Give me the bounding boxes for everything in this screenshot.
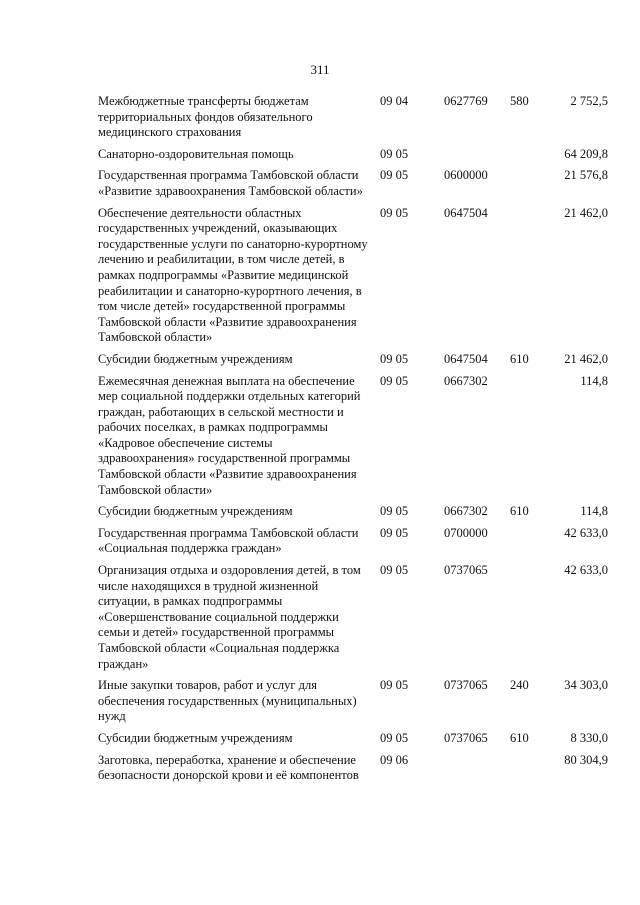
row-type-cell [506, 147, 548, 169]
page-number: 311 [310, 62, 330, 77]
row-section-cell: 09 05 [380, 146, 409, 161]
row-section-cell: 09 05 [380, 168, 409, 183]
table-row [98, 374, 608, 505]
row-amount-cell: 2 752,5 [570, 94, 608, 108]
table-row [98, 352, 608, 374]
row-name-cell: Субсидии бюджетным учреждениям [98, 504, 293, 519]
row-name-cell: Государственная программа Тамбовской области «Развитие здравоохранения Тамбовской области» [98, 168, 363, 198]
table-row [98, 147, 608, 169]
row-type-cell [506, 563, 548, 678]
row-section-cell: 09 05 [380, 525, 409, 540]
row-section-cell: 09 04 [380, 94, 409, 108]
row-amount-cell: 80 304,9 [564, 752, 608, 767]
row-name-cell: Иные закупки товаров, работ и услуг для обеспечения государственных (муниципальных) нужд [98, 678, 357, 724]
row-amount-cell: 114,8 [580, 373, 608, 388]
row-code-cell: 0737065 [444, 730, 488, 745]
row-section-cell: 09 05 [380, 563, 409, 578]
row-amount-cell: 21 462,0 [564, 351, 608, 366]
table-row [98, 526, 608, 563]
row-type-cell: 610 [510, 351, 529, 366]
row-type-cell: 240 [510, 678, 529, 693]
table-row [98, 678, 608, 731]
row-code-cell: 0667302 [444, 373, 488, 388]
row-amount-cell: 8 330,0 [570, 730, 608, 745]
row-code-cell: 0737065 [444, 678, 488, 693]
row-amount-cell: 42 633,0 [564, 563, 608, 578]
table-row [98, 94, 608, 147]
row-section-cell: 09 05 [380, 373, 409, 388]
row-code-cell [442, 147, 506, 169]
row-amount-cell: 42 633,0 [564, 525, 608, 540]
row-name-cell: Субсидии бюджетным учреждениям [98, 730, 293, 745]
row-type-cell [506, 753, 548, 790]
table-row [98, 168, 608, 205]
row-type-cell: 610 [510, 504, 529, 519]
table-row [98, 504, 608, 526]
row-section-cell: 09 06 [380, 752, 409, 767]
row-name-cell: Субсидии бюджетным учреждениям [98, 351, 293, 366]
row-code-cell: 0647504 [444, 351, 488, 366]
row-type-cell [506, 374, 548, 505]
row-section-cell: 09 05 [380, 678, 409, 693]
row-amount-cell: 21 576,8 [564, 168, 608, 183]
row-code-cell: 0647504 [444, 205, 488, 220]
row-code-cell: 0627769 [444, 94, 488, 108]
row-type-cell [506, 206, 548, 352]
row-section-cell: 09 05 [380, 730, 409, 745]
row-type-cell [506, 526, 548, 563]
budget-table [98, 94, 608, 790]
row-amount-cell: 21 462,0 [564, 205, 608, 220]
row-name-cell: Государственная программа Тамбовской области «Социальная поддержка граждан» [98, 525, 359, 556]
row-type-cell [506, 168, 548, 205]
table-row [98, 563, 608, 678]
row-name-cell: Ежемесячная денежная выплата на обеспечение мер социальной поддержки отдельных категорий граждан, работающих в сельской местности и рабочих поселках, в рамках подпрограммы «Кадровое обеспечение системы здравоохранения» государственной программы Тамбовской области «Развитие здравоохранения Тамбовской области» [98, 373, 361, 497]
row-code-cell: 0700000 [444, 525, 488, 540]
table-row [98, 753, 608, 790]
row-amount-cell: 34 303,0 [564, 678, 608, 693]
row-code-cell: 0737065 [444, 563, 488, 578]
row-name-cell: Обеспечение деятельности областных государственных учреждений, оказывающих государственные услуги по санаторно-курортному лечению и реабилитации, в том числе детей, в рамках подпрограммы «Развитие медицинской реабилитации и санаторно-курортного лечения, в том числе детей» государственной программы Тамбовской области «Развитие здравоохранения Тамбовской области» [98, 205, 368, 345]
row-type-cell: 580 [510, 94, 529, 108]
row-amount-cell: 114,8 [580, 504, 608, 519]
row-section-cell: 09 05 [380, 504, 409, 519]
row-section-cell: 09 05 [380, 351, 409, 366]
row-name-cell: Заготовка, переработка, хранение и обеспечение безопасности донорской крови и её компонентов [98, 752, 359, 783]
row-type-cell: 610 [510, 730, 529, 745]
row-name-cell: Организация отдыха и оздоровления детей, в том числе находящихся в трудной жизненной ситуации, в рамках подпрограммы «Совершенствование социальной поддержки семьи и детей» государственной программы Тамбовской области «Социальная поддержка граждан» [98, 563, 361, 671]
row-code-cell: 0600000 [444, 168, 488, 183]
row-amount-cell: 64 209,8 [564, 146, 608, 161]
table-row [98, 206, 608, 352]
row-code-cell [442, 753, 506, 790]
row-section-cell: 09 05 [380, 205, 409, 220]
budget-table-body [98, 94, 608, 790]
row-name-cell: Межбюджетные трансферты бюджетам территориальных фондов обязательного медицинского страхования [98, 94, 313, 140]
row-name-cell: Санаторно-оздоровительная помощь [98, 146, 294, 161]
row-code-cell: 0667302 [444, 504, 488, 519]
table-row [98, 731, 608, 753]
